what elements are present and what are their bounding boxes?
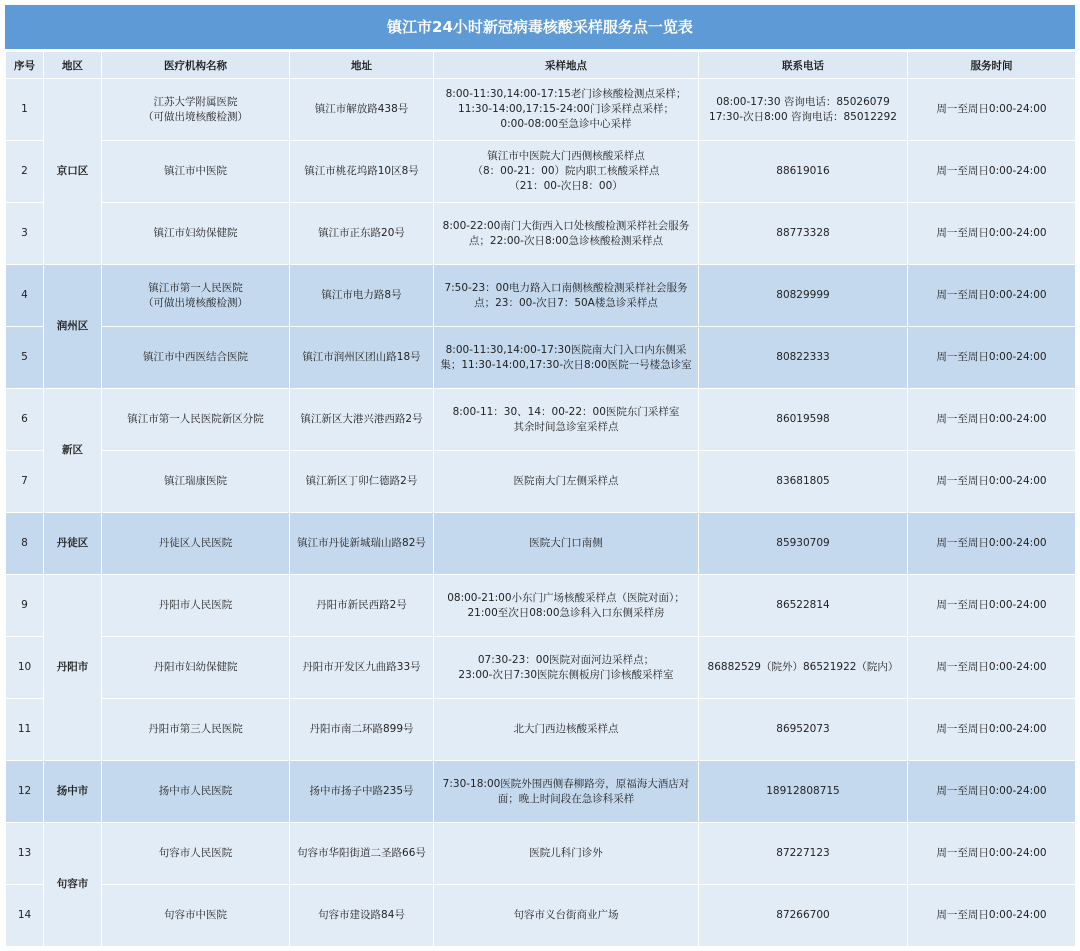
row-number: 7 (6, 451, 44, 513)
service-hours: 周一至周日0:00-24:00 (908, 699, 1076, 761)
institution-name: 扬中市人民医院 (102, 761, 290, 823)
address: 镇江市解放路438号 (290, 79, 434, 141)
row-number: 13 (6, 823, 44, 885)
service-hours: 周一至周日0:00-24:00 (908, 637, 1076, 699)
table-row (6, 885, 1076, 947)
sites-table (5, 51, 1076, 947)
institution-name: 丹阳市人民医院 (102, 575, 290, 637)
header-service-hours: 服务时间 (908, 52, 1076, 79)
row-number: 9 (6, 575, 44, 637)
contact-phone: 85930709 (699, 513, 908, 575)
institution-name: 丹阳市第三人民医院 (102, 699, 290, 761)
header-no: 序号 (6, 52, 44, 79)
row-number: 5 (6, 327, 44, 389)
row-number: 6 (6, 389, 44, 451)
address: 扬中市扬子中路235号 (290, 761, 434, 823)
sampling-site: 医院南大门左侧采样点 (434, 451, 699, 513)
sampling-site: 医院儿科门诊外 (434, 823, 699, 885)
sampling-site: 8:00-11:30,14:00-17:15老门诊核酸检测点采样； 11:30-14:00,17:15-24:00门诊采样点采样； 0:00-08:00至急诊中心采样 (434, 79, 699, 141)
table-row (6, 451, 1076, 513)
address: 镇江新区丁卯仁德路2号 (290, 451, 434, 513)
contact-phone: 08:00-17:30 咨询电话：85026079 17:30-次日8:00 咨询电话：85012292 (699, 79, 908, 141)
service-hours: 周一至周日0:00-24:00 (908, 141, 1076, 203)
address: 丹阳市新民西路2号 (290, 575, 434, 637)
institution-name: 镇江市中医院 (102, 141, 290, 203)
contact-phone: 86522814 (699, 575, 908, 637)
sampling-site: 8:00-11：30、14：00-22：00医院东门采样室 其余时间急诊室采样点 (434, 389, 699, 451)
row-number: 10 (6, 637, 44, 699)
table-row (6, 203, 1076, 265)
sampling-site: 7:30-18:00医院外围西侧春柳路旁，原福海大酒店对面；晚上时间段在急诊科采样 (434, 761, 699, 823)
institution-name: 镇江市妇幼保健院 (102, 203, 290, 265)
contact-phone: 80822333 (699, 327, 908, 389)
service-hours: 周一至周日0:00-24:00 (908, 451, 1076, 513)
sampling-site: 8:00-22:00南门大街西入口处核酸检测采样社会服务点；22:00-次日8:00急诊核酸检测采样点 (434, 203, 699, 265)
table-row (6, 823, 1076, 885)
service-hours: 周一至周日0:00-24:00 (908, 389, 1076, 451)
header-district: 地区 (44, 52, 102, 79)
table-row (6, 575, 1076, 637)
sampling-site: 医院大门口南侧 (434, 513, 699, 575)
service-hours: 周一至周日0:00-24:00 (908, 265, 1076, 327)
contact-phone: 80829999 (699, 265, 908, 327)
row-number: 11 (6, 699, 44, 761)
contact-phone: 87227123 (699, 823, 908, 885)
table-row (6, 265, 1076, 327)
row-number: 1 (6, 79, 44, 141)
district-label: 句容市 (44, 823, 102, 947)
institution-name: 句容市人民医院 (102, 823, 290, 885)
row-number: 2 (6, 141, 44, 203)
institution-name: 镇江瑞康医院 (102, 451, 290, 513)
service-hours: 周一至周日0:00-24:00 (908, 203, 1076, 265)
header-institution: 医疗机构名称 (102, 52, 290, 79)
district-label: 新区 (44, 389, 102, 513)
address: 镇江市丹徒新城瑞山路82号 (290, 513, 434, 575)
row-number: 8 (6, 513, 44, 575)
table-body (6, 79, 1076, 947)
address: 镇江新区大港兴港西路2号 (290, 389, 434, 451)
sampling-site: 8:00-11:30,14:00-17:30医院南大门入口内东侧采集；11:30-14:00,17:30-次日8:00医院一号楼急诊室 (434, 327, 699, 389)
sampling-site: 镇江市中医院大门西侧核酸采样点 （8：00-21：00）院内职工核酸采样点 （21：00-次日8：00） (434, 141, 699, 203)
service-hours: 周一至周日0:00-24:00 (908, 327, 1076, 389)
address: 镇江市桃花坞路10区8号 (290, 141, 434, 203)
contact-phone: 86952073 (699, 699, 908, 761)
table-row (6, 389, 1076, 451)
service-hours: 周一至周日0:00-24:00 (908, 761, 1076, 823)
contact-phone: 87266700 (699, 885, 908, 947)
table-row (6, 141, 1076, 203)
table-row (6, 513, 1076, 575)
institution-name: 丹徒区人民医院 (102, 513, 290, 575)
contact-phone: 18912808715 (699, 761, 908, 823)
address: 镇江市润州区团山路18号 (290, 327, 434, 389)
header-phone: 联系电话 (699, 52, 908, 79)
header-sampling-site: 采样地点 (434, 52, 699, 79)
address: 句容市华阳街道二圣路66号 (290, 823, 434, 885)
sampling-site: 07:30-23：00医院对面河边采样点； 23:00-次日7:30医院东侧板房门诊核酸采样室 (434, 637, 699, 699)
address: 丹阳市南二环路899号 (290, 699, 434, 761)
table-row (6, 637, 1076, 699)
contact-phone: 88619016 (699, 141, 908, 203)
row-number: 4 (6, 265, 44, 327)
contact-phone: 83681805 (699, 451, 908, 513)
page-title: 镇江市24小时新冠病毒核酸采样服务点一览表 (5, 5, 1075, 51)
address: 丹阳市开发区九曲路33号 (290, 637, 434, 699)
header-address: 地址 (290, 52, 434, 79)
address: 镇江市正东路20号 (290, 203, 434, 265)
sampling-site: 7:50-23：00电力路入口南侧核酸检测采样社会服务点；23：00-次日7：50A楼急诊采样点 (434, 265, 699, 327)
institution-name: 镇江市中西医结合医院 (102, 327, 290, 389)
sampling-site: 句容市义台街商业广场 (434, 885, 699, 947)
row-number: 14 (6, 885, 44, 947)
table-row (6, 327, 1076, 389)
address: 镇江市电力路8号 (290, 265, 434, 327)
service-hours: 周一至周日0:00-24:00 (908, 513, 1076, 575)
service-hours: 周一至周日0:00-24:00 (908, 575, 1076, 637)
district-label: 润州区 (44, 265, 102, 389)
table-row (6, 699, 1076, 761)
institution-name: 江苏大学附属医院 （可做出境核酸检测） (102, 79, 290, 141)
service-hours: 周一至周日0:00-24:00 (908, 79, 1076, 141)
institution-name: 镇江市第一人民医院 （可做出境核酸检测） (102, 265, 290, 327)
service-hours: 周一至周日0:00-24:00 (908, 823, 1076, 885)
sampling-sites-sheet (5, 5, 1075, 947)
table-row (6, 79, 1076, 141)
contact-phone: 86019598 (699, 389, 908, 451)
contact-phone: 86882529（院外）86521922（院内） (699, 637, 908, 699)
institution-name: 句容市中医院 (102, 885, 290, 947)
district-label: 丹阳市 (44, 575, 102, 761)
row-number: 3 (6, 203, 44, 265)
sampling-site: 北大门西边核酸采样点 (434, 699, 699, 761)
service-hours: 周一至周日0:00-24:00 (908, 885, 1076, 947)
district-label: 扬中市 (44, 761, 102, 823)
row-number: 12 (6, 761, 44, 823)
district-label: 丹徒区 (44, 513, 102, 575)
sampling-site: 08:00-21:00小东门广场核酸采样点（医院对面）； 21:00至次日08:00急诊科入口东侧采样房 (434, 575, 699, 637)
address: 句容市建设路84号 (290, 885, 434, 947)
table-row (6, 761, 1076, 823)
institution-name: 丹阳市妇幼保健院 (102, 637, 290, 699)
contact-phone: 88773328 (699, 203, 908, 265)
district-label: 京口区 (44, 79, 102, 265)
header-row (6, 52, 1076, 79)
institution-name: 镇江市第一人民医院新区分院 (102, 389, 290, 451)
